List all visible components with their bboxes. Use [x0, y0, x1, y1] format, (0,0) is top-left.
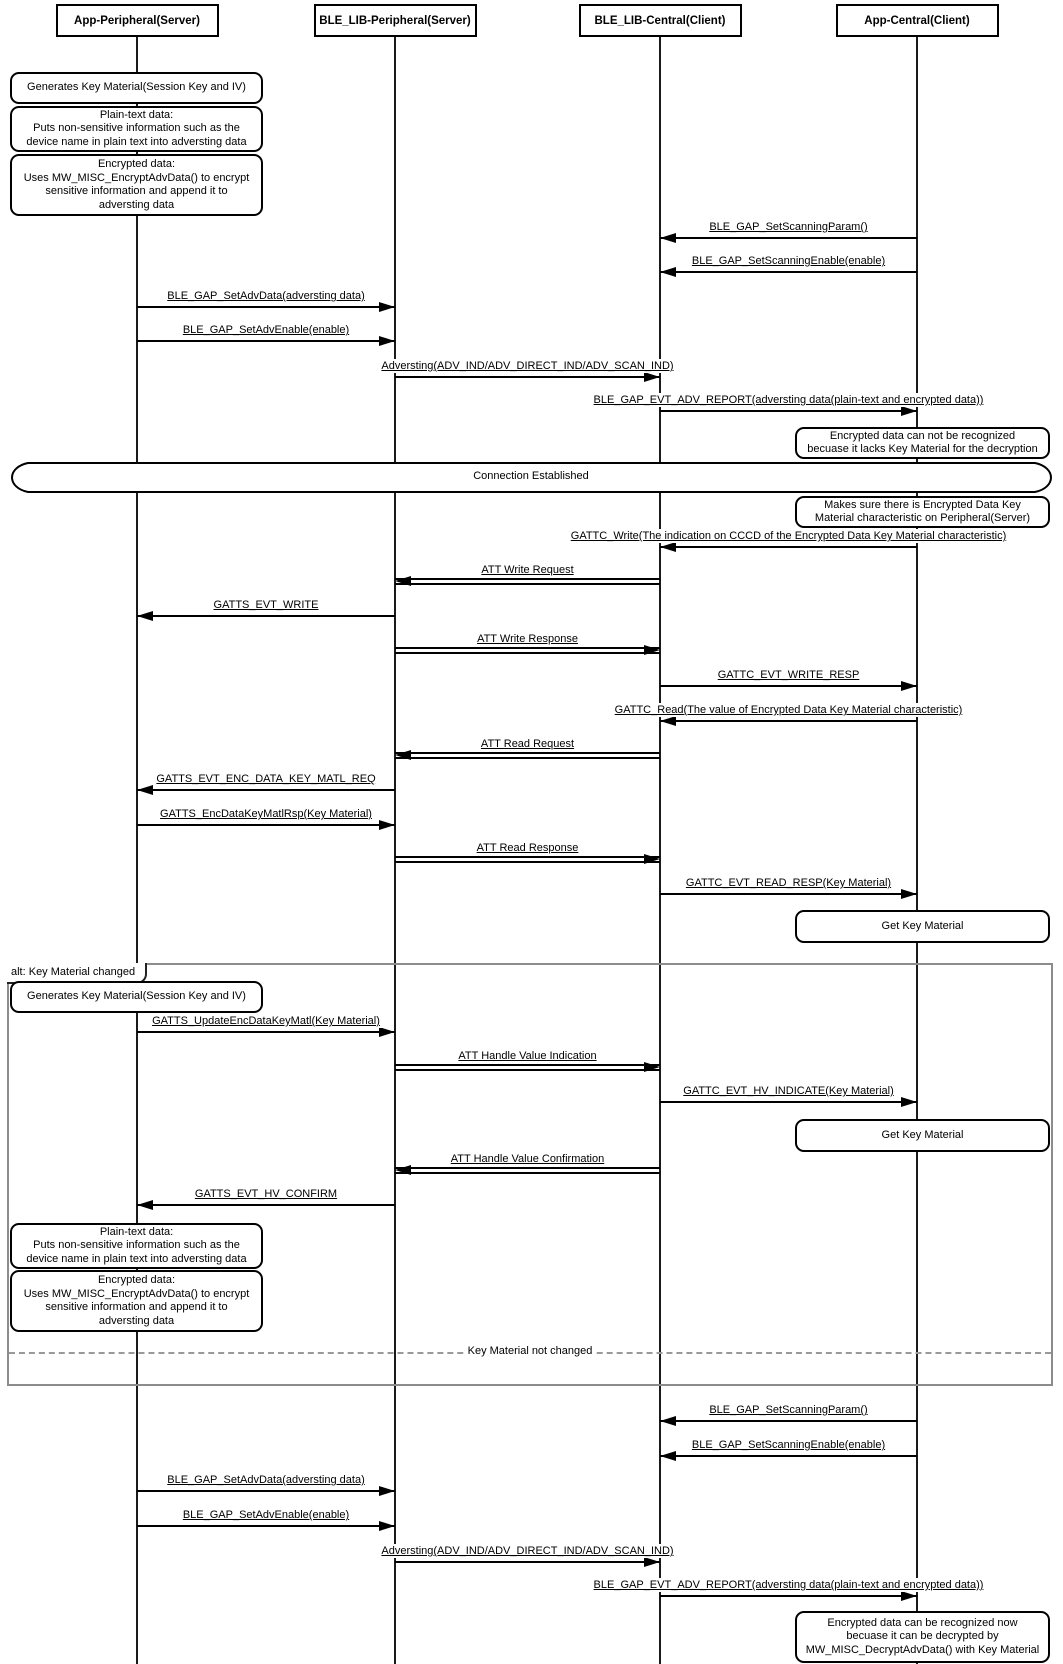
note-can-recognize-now-line: Encrypted data can be recognized now [827, 1616, 1018, 1629]
message-line-0 [660, 237, 917, 239]
actor-box-ble-lib-peripheral: BLE_LIB-Peripheral(Server) [314, 4, 477, 37]
message-line-4 [395, 376, 660, 378]
message-label-7: ATT Write Request [478, 563, 576, 577]
note-cannot-recognize-line: becuase it lacks Key Material for the decryption [807, 443, 1038, 455]
note-makes-sure-line: Material characteristic on Peripheral(Server) [814, 512, 1031, 524]
message-arrowhead-11 [660, 716, 676, 726]
note-plain-text-data-2 [10, 1223, 263, 1269]
message-line-8 [137, 615, 395, 617]
note-plain-text-data-1-line: Plain-text data: [99, 108, 174, 121]
message-line-26 [395, 1561, 660, 1563]
message-arrowhead-18 [644, 1062, 660, 1072]
note-encrypted-data-2-line: Encrypted data: [97, 1274, 176, 1286]
note-plain-text-data-2-line: Puts non-sensitive information such as the [33, 1239, 240, 1252]
message-label-14: GATTS_EncDataKeyMatlRsp(Key Material) [157, 807, 375, 821]
alt-frame-label: alt: Key Material changed [7, 963, 147, 984]
message-label-0: BLE_GAP_SetScanningParam() [706, 220, 870, 234]
message-line-27 [660, 1595, 917, 1597]
lifeline-ble-lib-peripheral [394, 37, 396, 1664]
message-arrowhead-8 [137, 611, 153, 621]
message-arrowhead-12 [395, 750, 411, 760]
message-line-21 [137, 1204, 395, 1206]
message-label-23: BLE_GAP_SetScanningEnable(enable) [689, 1438, 888, 1452]
message-line-10 [660, 685, 917, 687]
message-label-4: Adversting(ADV_IND/ADV_DIRECT_IND/ADV_SCAN_IND) [378, 359, 676, 373]
message-label-15: ATT Read Response [474, 841, 582, 855]
message-line-11 [660, 720, 917, 722]
note-plain-text-data-1-line: device name in plain text into adversting data [26, 135, 247, 148]
message-label-17: GATTS_UpdateEncDataKeyMatl(Key Material) [149, 1014, 383, 1028]
note-encrypted-data-1-line: Uses MW_MISC_EncryptAdvData() to encrypt [23, 171, 250, 184]
note-encrypted-data-2-line: sensitive information and append it to [45, 1301, 228, 1313]
message-arrowhead-7 [395, 576, 411, 586]
note-encrypted-data-2-line: adversting data [98, 1314, 175, 1327]
alt-divider-label: Key Material not changed [467, 1345, 593, 1357]
note-can-recognize-now-line: MW_MISC_DecryptAdvData() with Key Material [805, 1643, 1040, 1656]
note-makes-sure [795, 496, 1050, 528]
message-arrowhead-23 [660, 1451, 676, 1461]
message-label-26: Adversting(ADV_IND/ADV_DIRECT_IND/ADV_SCAN_IND) [378, 1544, 676, 1558]
message-label-25: BLE_GAP_SetAdvEnable(enable) [180, 1508, 352, 1522]
message-arrowhead-17 [379, 1027, 395, 1037]
message-label-2: BLE_GAP_SetAdvData(adversting data) [164, 289, 368, 303]
note-plain-text-data-2-line: Plain-text data: [99, 1225, 174, 1238]
message-arrowhead-15 [644, 854, 660, 864]
note-encrypted-data-2 [10, 1270, 263, 1332]
message-label-12: ATT Read Request [478, 737, 577, 751]
message-line-25 [137, 1525, 395, 1527]
note-generates-key-material-2-line: Generates Key Material(Session Key and IV) [27, 990, 246, 1003]
message-line-18 [395, 1064, 660, 1071]
message-line-14 [137, 824, 395, 826]
message-arrowhead-9 [644, 645, 660, 655]
note-encrypted-data-1 [10, 154, 263, 216]
message-arrowhead-22 [660, 1416, 676, 1426]
message-line-2 [137, 306, 395, 308]
message-line-9 [395, 647, 660, 654]
message-arrowhead-25 [379, 1521, 395, 1531]
message-line-6 [660, 546, 917, 548]
message-line-1 [660, 271, 917, 273]
message-label-22: BLE_GAP_SetScanningParam() [706, 1403, 870, 1417]
message-arrowhead-2 [379, 302, 395, 312]
note-can-recognize-now [795, 1611, 1050, 1663]
message-label-11: GATTC_Read(The value of Encrypted Data Key Material characteristic) [612, 703, 966, 717]
message-line-17 [137, 1031, 395, 1033]
note-generates-key-material-1-line: Generates Key Material(Session Key and IV) [27, 81, 246, 94]
message-arrowhead-13 [137, 785, 153, 795]
message-arrowhead-26 [644, 1557, 660, 1567]
note-get-key-material-1 [795, 910, 1050, 943]
message-label-6: GATTC_Write(The indication on CCCD of the Encrypted Data Key Material characteristic) [568, 529, 1009, 543]
message-label-5: BLE_GAP_EVT_ADV_REPORT(adversting data(plain-text and encrypted data)) [591, 393, 987, 407]
message-line-24 [137, 1490, 395, 1492]
message-label-24: BLE_GAP_SetAdvData(adversting data) [164, 1473, 368, 1487]
message-line-23 [660, 1455, 917, 1457]
message-arrowhead-27 [901, 1591, 917, 1601]
message-arrowhead-6 [660, 542, 676, 552]
actor-box-app-central: App-Central(Client) [836, 4, 999, 37]
message-line-13 [137, 789, 395, 791]
actor-box-ble-lib-central: BLE_LIB-Central(Client) [579, 4, 742, 37]
note-get-key-material-2-line: Get Key Material [881, 1128, 964, 1141]
message-label-21: GATTS_EVT_HV_CONFIRM [192, 1187, 340, 1201]
message-label-19: GATTC_EVT_HV_INDICATE(Key Material) [680, 1084, 896, 1098]
note-plain-text-data-1 [10, 106, 263, 152]
message-line-22 [660, 1420, 917, 1422]
note-encrypted-data-1-line: sensitive information and append it to [45, 185, 228, 197]
note-generates-key-material-2 [10, 981, 263, 1013]
message-arrowhead-16 [901, 889, 917, 899]
note-encrypted-data-2-line: Uses MW_MISC_EncryptAdvData() to encrypt [23, 1287, 250, 1300]
connection-band-label: Connection Established [473, 470, 589, 482]
message-label-13: GATTS_EVT_ENC_DATA_KEY_MATL_REQ [153, 772, 378, 786]
note-cannot-recognize [795, 427, 1050, 459]
note-generates-key-material-1 [10, 72, 263, 104]
message-arrowhead-19 [901, 1097, 917, 1107]
message-label-16: GATTC_EVT_READ_RESP(Key Material) [683, 876, 894, 890]
message-arrowhead-20 [395, 1165, 411, 1175]
message-line-16 [660, 893, 917, 895]
message-line-12 [395, 752, 660, 759]
message-line-20 [395, 1167, 660, 1174]
note-get-key-material-2 [795, 1119, 1050, 1152]
note-can-recognize-now-line: becuase it can be decrypted by [846, 1630, 999, 1643]
message-line-19 [660, 1101, 917, 1103]
message-arrowhead-21 [137, 1200, 153, 1210]
message-arrowhead-4 [644, 372, 660, 382]
message-line-5 [660, 410, 917, 412]
note-makes-sure-line: Makes sure there is Encrypted Data Key [824, 498, 1021, 511]
message-arrowhead-10 [901, 681, 917, 691]
note-encrypted-data-1-line: adversting data [98, 198, 175, 211]
note-plain-text-data-2-line: device name in plain text into adversting data [26, 1252, 247, 1265]
note-plain-text-data-1-line: Puts non-sensitive information such as the [33, 122, 240, 135]
message-arrowhead-14 [379, 820, 395, 830]
actor-box-app-peripheral: App-Peripheral(Server) [56, 4, 219, 37]
note-get-key-material-1-line: Get Key Material [881, 919, 964, 932]
message-label-1: BLE_GAP_SetScanningEnable(enable) [689, 254, 888, 268]
message-arrowhead-3 [379, 336, 395, 346]
message-label-8: GATTS_EVT_WRITE [211, 598, 322, 612]
note-cannot-recognize-line: Encrypted data can not be recognized [829, 429, 1016, 442]
message-line-15 [395, 856, 660, 863]
note-encrypted-data-1-line: Encrypted data: [97, 158, 176, 170]
message-label-3: BLE_GAP_SetAdvEnable(enable) [180, 323, 352, 337]
message-arrowhead-1 [660, 267, 676, 277]
message-line-3 [137, 340, 395, 342]
message-arrowhead-0 [660, 233, 676, 243]
lifeline-app-peripheral [136, 37, 138, 1664]
message-label-10: GATTC_EVT_WRITE_RESP [715, 668, 863, 682]
message-label-18: ATT Handle Value Indication [455, 1049, 599, 1063]
message-arrowhead-24 [379, 1486, 395, 1496]
message-label-9: ATT Write Response [474, 632, 581, 646]
message-line-7 [395, 578, 660, 585]
message-label-20: ATT Handle Value Confirmation [448, 1152, 607, 1166]
message-arrowhead-5 [901, 406, 917, 416]
message-label-27: BLE_GAP_EVT_ADV_REPORT(adversting data(plain-text and encrypted data)) [591, 1578, 987, 1592]
